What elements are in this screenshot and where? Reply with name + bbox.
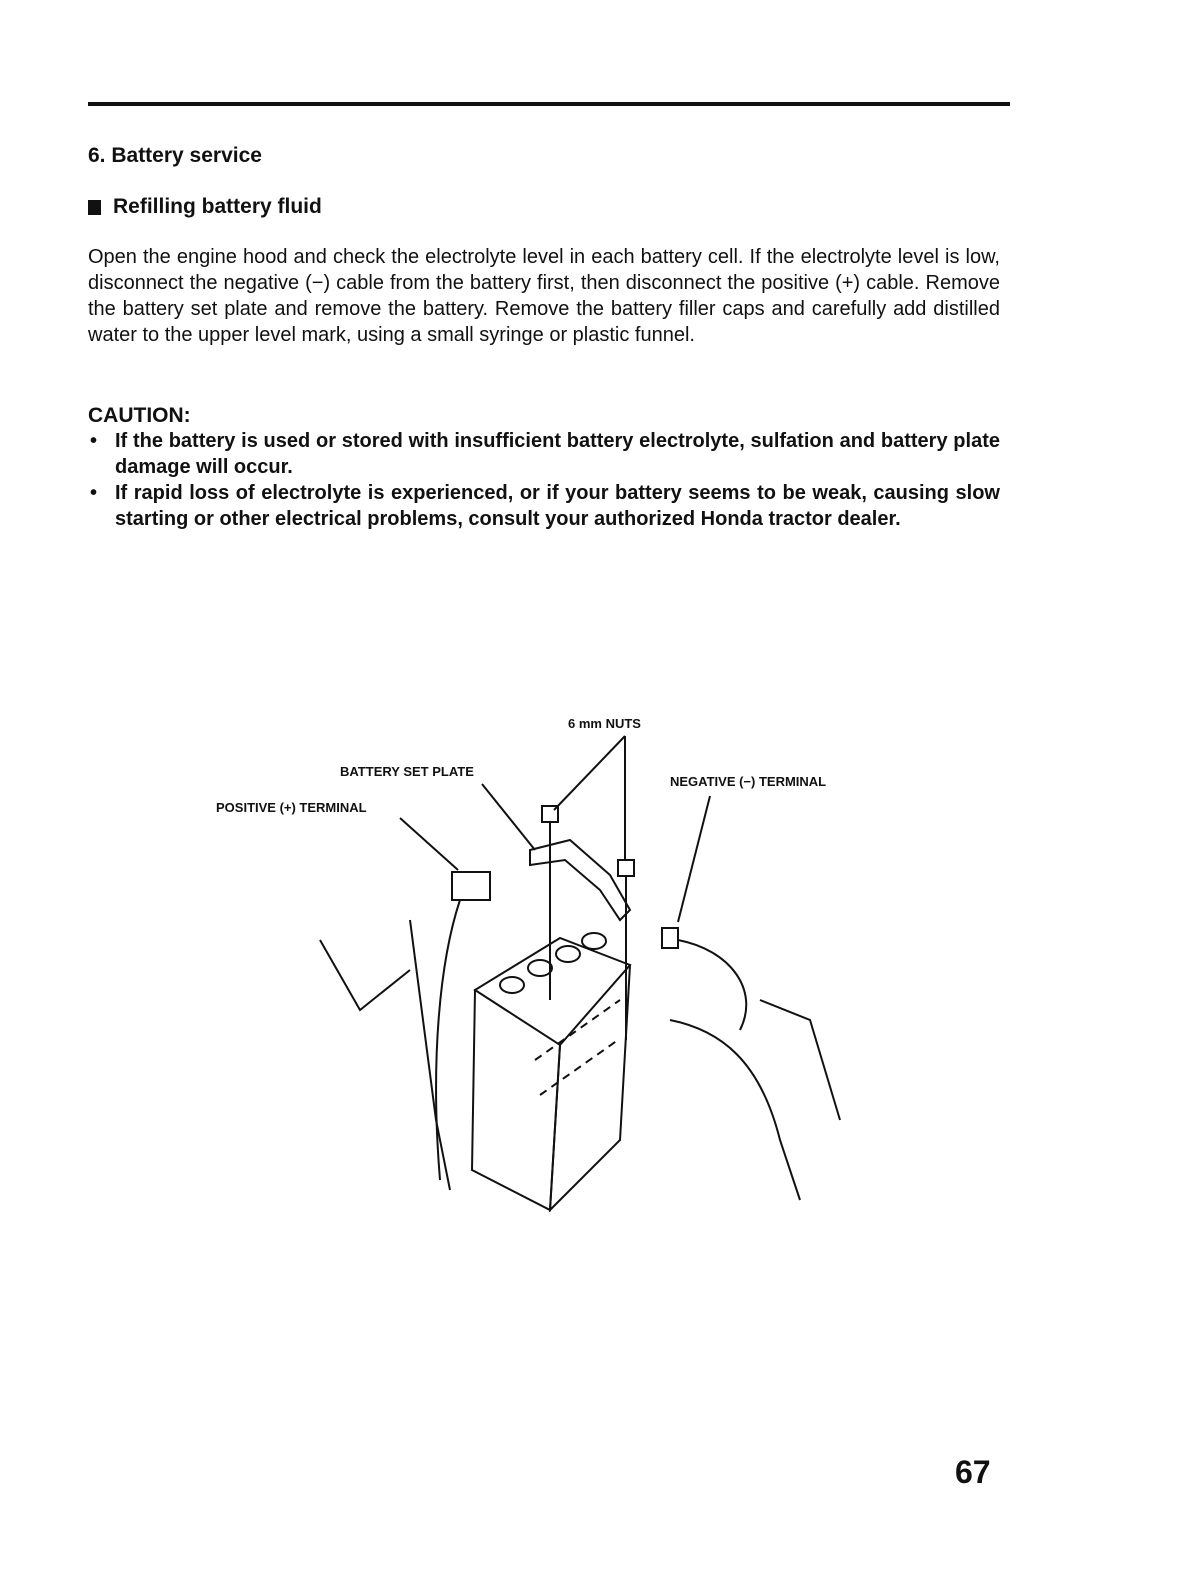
leader-line [678, 796, 710, 922]
caution-item-text: If the battery is used or stored with insufficient battery electrolyte, sulfation and battery plate damage will occur. [115, 430, 1000, 478]
filler-cap [500, 977, 524, 993]
filler-cap [582, 933, 606, 949]
label-positive-terminal: POSITIVE (+) TERMINAL [216, 800, 367, 815]
battery-left-side [472, 990, 560, 1210]
caution-item-text: If rapid loss of electrolyte is experienced, or if your battery seems to be weak, causing slow starting or other electrical problems, consult your authorized Honda tractor dealer. [115, 482, 1000, 530]
instruction-paragraph: Open the engine hood and check the electrolyte level in each battery cell. If the electrolyte level is low, disconnect the negative (−) cable from the battery first, then disconnect the positive (+) cable. Remove the battery set plate and remove the battery. Remove the battery filler caps and carefully add distilled water to the upper level mark, using a small syringe or plastic funnel. [88, 246, 1000, 346]
label-negative-terminal: NEGATIVE (−) TERMINAL [670, 774, 827, 789]
filler-cap [556, 946, 580, 962]
frame-bar [320, 940, 410, 1010]
caution-item [88, 428, 1000, 480]
subsection-title-text: Refilling battery fluid [113, 195, 322, 218]
leader-line [482, 784, 535, 850]
label-battery-set-plate: BATTERY SET PLATE [340, 764, 474, 779]
leader-line [554, 736, 625, 810]
bullet-icon: • [90, 430, 98, 452]
nut-6mm [618, 860, 634, 876]
filler-cap [528, 960, 552, 976]
frame-edge [410, 920, 450, 1190]
battery-set-plate [530, 840, 630, 920]
battery-top [475, 938, 630, 1045]
label-6mm-nuts: 6 mm NUTS [568, 716, 641, 731]
frame-edge [760, 1000, 840, 1120]
subsection-title [88, 195, 322, 219]
positive-terminal-cover [452, 872, 490, 900]
caution-title: CAUTION: [88, 404, 191, 427]
negative-cable [678, 940, 746, 1030]
negative-terminal-post [662, 928, 678, 948]
square-bullet-icon [88, 200, 101, 215]
battery-illustration [320, 736, 840, 1210]
upper-level-line [535, 1000, 620, 1060]
page-number: 67 [955, 1454, 991, 1490]
header-rule [88, 102, 1010, 106]
caution-item [88, 480, 1000, 532]
leader-line [400, 818, 458, 870]
battery-diagram [200, 700, 920, 1220]
bullet-icon: • [90, 482, 98, 504]
caution-list [88, 428, 1000, 532]
frame-curve [670, 1020, 800, 1200]
section-title: 6. Battery service [88, 144, 262, 167]
